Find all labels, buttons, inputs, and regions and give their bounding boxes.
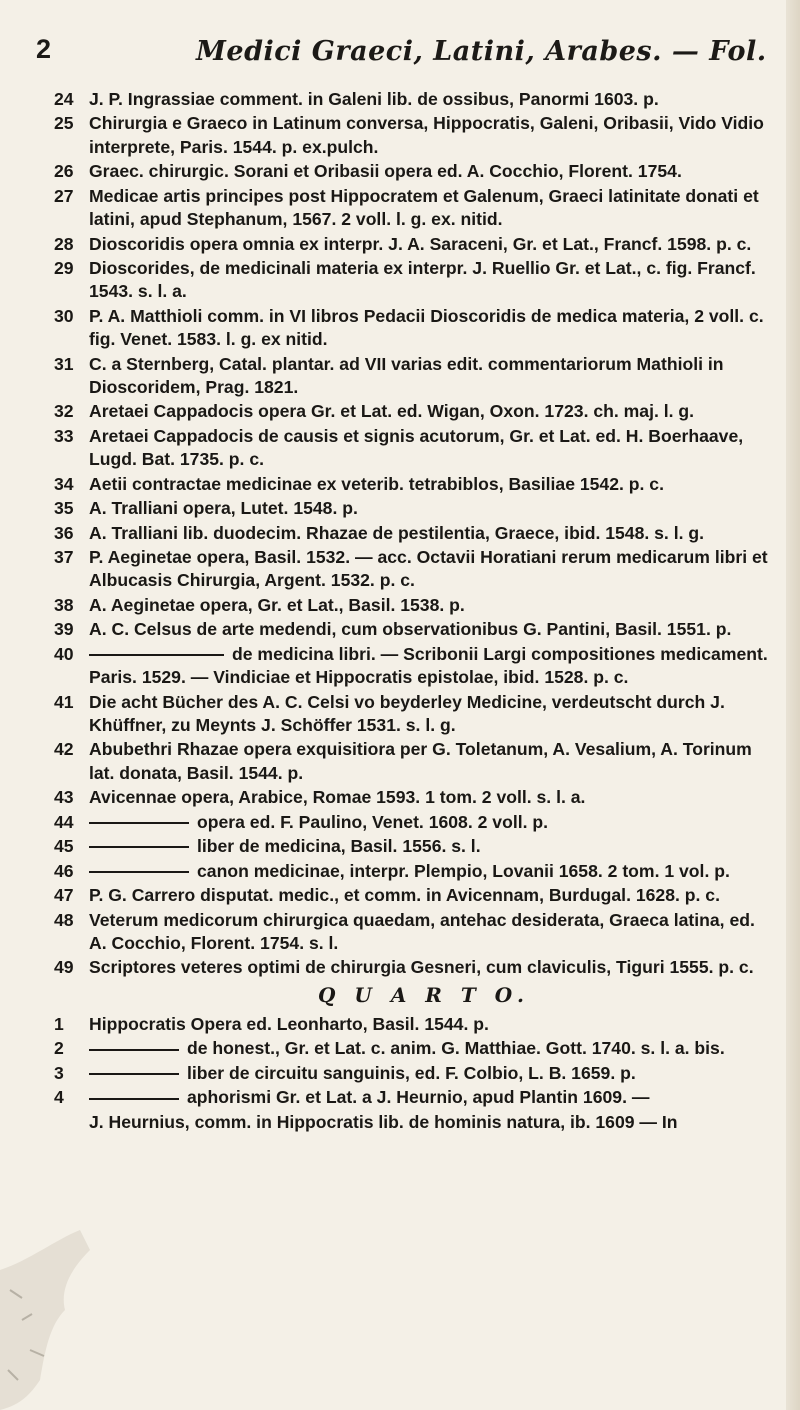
folio-entry xyxy=(54,691,774,738)
entry-text: P. Aeginetae opera, Basil. 1532. — acc. Octavii Horatiani rerum medicarum libri et Albucasis Chirurgia, Argent. 1532. p. c. xyxy=(89,547,768,591)
ditto-dash xyxy=(89,1098,179,1100)
ditto-dash xyxy=(89,1049,179,1051)
folio-entry xyxy=(54,185,774,232)
entry-number: 46 xyxy=(54,860,74,881)
quarto-entry xyxy=(54,1062,774,1085)
entry-text: P. A. Matthioli comm. in VI libros Pedacii Dioscoridis de medica materia, 2 voll. c. fig. Venet. 1583. l. g. ex nitid. xyxy=(89,305,764,350)
entry-text: J. Heurnius, comm. in Hippocratis lib. de hominis natura, ib. 1609 — In xyxy=(89,1111,678,1132)
folio-entry xyxy=(54,112,774,159)
entry-number: 31 xyxy=(54,353,74,374)
entry-number: 35 xyxy=(54,498,74,519)
ditto-dash xyxy=(89,871,189,873)
folio-entry xyxy=(54,497,774,520)
entry-number: 42 xyxy=(54,739,74,760)
ditto-dash xyxy=(89,846,189,848)
entry-number: 2 xyxy=(54,1038,64,1059)
entry-number: 32 xyxy=(54,401,74,422)
quarto-entry xyxy=(54,1111,774,1134)
entry-number: 30 xyxy=(54,305,74,326)
folio-entry xyxy=(54,473,774,496)
ditto-dash xyxy=(89,654,224,656)
folio-entry xyxy=(54,643,774,690)
entry-text: C. a Sternberg, Catal. plantar. ad VII varias edit. commentariorum Mathioli in Dioscoridem, Prag. 1821. xyxy=(89,353,724,397)
entry-text: Chirurgia e Graeco in Latinum conversa, Hippocratis, Galeni, Oribasii, Vido Vidio interprete, Paris. 1544. p. ex.pulch. xyxy=(89,113,764,157)
quarto-entry xyxy=(54,1037,774,1060)
entry-number: 41 xyxy=(54,691,74,712)
entry-text: Aretaei Cappadocis opera Gr. et Lat. ed. Wigan, Oxon. 1723. ch. maj. l. g. xyxy=(89,401,695,422)
entry-number: 28 xyxy=(54,233,74,254)
folio-entry xyxy=(54,546,774,593)
folio-entry xyxy=(54,400,774,423)
folio-entries xyxy=(54,88,774,980)
entry-number: 44 xyxy=(54,811,74,832)
entry-text: A. Tralliani opera, Lutet. 1548. p. xyxy=(89,498,358,519)
ditto-dash xyxy=(89,1073,179,1075)
entry-number: 38 xyxy=(54,594,74,615)
entry-text: liber de medicina, Basil. 1556. s. l. xyxy=(197,836,481,857)
entry-text: Hippocratis Opera ed. Leonharto, Basil. 1544. p. xyxy=(89,1013,489,1034)
entry-text: Aetii contractae medicinae ex veterib. tetrabiblos, Basiliae 1542. p. c. xyxy=(89,473,664,494)
entry-number: 34 xyxy=(54,473,74,494)
entry-text: de medicina libri. — Scribonii Largi compositiones medicament. Paris. 1529. — Vindiciae et Hippocratis epistolae, ibid. 1528. p. c. xyxy=(89,643,768,688)
folio-entry xyxy=(54,956,774,979)
entry-text: Aretaei Cappadocis de causis et signis acutorum, Gr. et Lat. ed. H. Boerhaave, Lugd. Bat. 1735. p. c. xyxy=(89,425,744,470)
entry-number: 29 xyxy=(54,258,74,279)
entry-text: Graec. chirurgic. Sorani et Oribasii opera ed. A. Cocchio, Florent. 1754. xyxy=(89,161,682,182)
entry-number: 3 xyxy=(54,1062,64,1083)
quarto-entries xyxy=(54,1013,774,1134)
entry-text: Medicae artis principes post Hippocratem et Galenum, Graeci latinitate donati et latini, apud Stephanum, 1567. 2 voll. l. g. ex. nitid. xyxy=(89,185,759,230)
folio-entry xyxy=(54,88,774,111)
entry-text: A. C. Celsus de arte medendi, cum observationibus G. Pantini, Basil. 1551. p. xyxy=(89,619,732,640)
entry-number: 47 xyxy=(54,885,74,906)
entry-text: Dioscorides, de medicinali materia ex interpr. J. Ruellio Gr. et Lat., c. fig. Francf. 1543. s. l. a. xyxy=(89,258,756,302)
folio-entry xyxy=(54,353,774,400)
folio-entry xyxy=(54,786,774,809)
folio-entry xyxy=(54,811,774,834)
entry-number: 24 xyxy=(54,89,74,109)
entry-text: liber de circuitu sanguinis, ed. F. Colbio, L. B. 1659. p. xyxy=(187,1062,636,1083)
folio-entry xyxy=(54,425,774,472)
entry-text: P. G. Carrero disputat. medic., et comm. in Avicennam, Burdugal. 1628. p. c. xyxy=(89,885,720,906)
entry-number: 49 xyxy=(54,957,74,978)
entry-number: 25 xyxy=(54,113,74,134)
page-number: 2 xyxy=(36,34,52,64)
folio-entry xyxy=(54,909,774,956)
entry-number: 26 xyxy=(54,161,74,182)
quarto-entry xyxy=(54,1013,774,1036)
entry-number: 43 xyxy=(54,787,74,808)
folio-entry xyxy=(54,257,774,304)
folio-entry xyxy=(54,233,774,256)
folio-entry xyxy=(54,522,774,545)
folio-entry xyxy=(54,738,774,785)
entry-number: 45 xyxy=(54,836,74,857)
entry-number: 36 xyxy=(54,522,74,543)
entry-text: J. P. Ingrassiae comment. in Galeni lib. de ossibus, Panormi 1603. p. xyxy=(89,89,659,109)
entry-text: A. Tralliani lib. duodecim. Rhazae de pestilentia, Graece, ibid. 1548. s. l. g. xyxy=(89,522,704,543)
ditto-dash xyxy=(89,822,189,824)
entry-text: Dioscoridis opera omnia ex interpr. J. A. Saraceni, Gr. et Lat., Francf. 1598. p. c. xyxy=(89,233,752,254)
entry-number: 1 xyxy=(54,1013,64,1034)
entry-text: Die acht Bücher des A. C. Celsi vo beyderley Medicine, verdeutscht durch J. Khüffner, zu Meynts J. Schöffer 1531. s. l. g. xyxy=(89,691,725,735)
entry-text: canon medicinae, interpr. Plempio, Lovanii 1658. 2 tom. 1 vol. p. xyxy=(197,860,730,881)
catalogue-entries xyxy=(54,88,774,1135)
folio-entry xyxy=(54,835,774,858)
entry-number: 37 xyxy=(54,547,74,568)
folio-entry xyxy=(54,160,774,183)
page-header xyxy=(36,30,770,70)
entry-text: de honest., Gr. et Lat. c. anim. G. Matthiae. Gott. 1740. s. l. a. bis. xyxy=(187,1038,725,1059)
folio-entry xyxy=(54,594,774,617)
entry-text: A. Aeginetae opera, Gr. et Lat., Basil. 1538. p. xyxy=(89,594,465,615)
page-damage-stain xyxy=(0,1230,140,1410)
entry-number: 40 xyxy=(54,643,74,664)
entry-text: Abubethri Rhazae opera exquisitiora per G. Toletanum, A. Vesalium, A. Torinum lat. donata, Basil. 1544. p. xyxy=(89,739,752,783)
running-head: Medici Graeci, Latini, Arabes. — Fol. xyxy=(196,36,767,67)
entry-number: 48 xyxy=(54,909,74,930)
folio-entry xyxy=(54,884,774,907)
entry-number: 4 xyxy=(54,1087,64,1108)
entry-text: Scriptores veteres optimi de chirurgia Gesneri, cum claviculis, Tiguri 1555. p. c. xyxy=(89,957,754,978)
entry-text: Veterum medicorum chirurgica quaedam, antehac desiderata, Graeca latina, ed. A. Cocchio, Florent. 1754. s. l. xyxy=(89,909,755,953)
entry-text: aphorismi Gr. et Lat. a J. Heurnio, apud Plantin 1609. — xyxy=(187,1087,650,1108)
entry-number: 33 xyxy=(54,425,74,446)
folio-entry xyxy=(54,860,774,883)
entry-number: 39 xyxy=(54,619,74,640)
entry-number: 27 xyxy=(54,185,74,206)
quarto-entry xyxy=(54,1086,774,1109)
folio-entry xyxy=(54,618,774,641)
entry-text: Avicennae opera, Arabice, Romae 1593. 1 tom. 2 voll. s. l. a. xyxy=(89,787,586,808)
folio-entry xyxy=(54,305,774,352)
page-edge xyxy=(786,0,800,1410)
entry-text: opera ed. F. Paulino, Venet. 1608. 2 voll. p. xyxy=(197,811,549,832)
section-heading: Q U A R T O. xyxy=(318,982,530,1007)
